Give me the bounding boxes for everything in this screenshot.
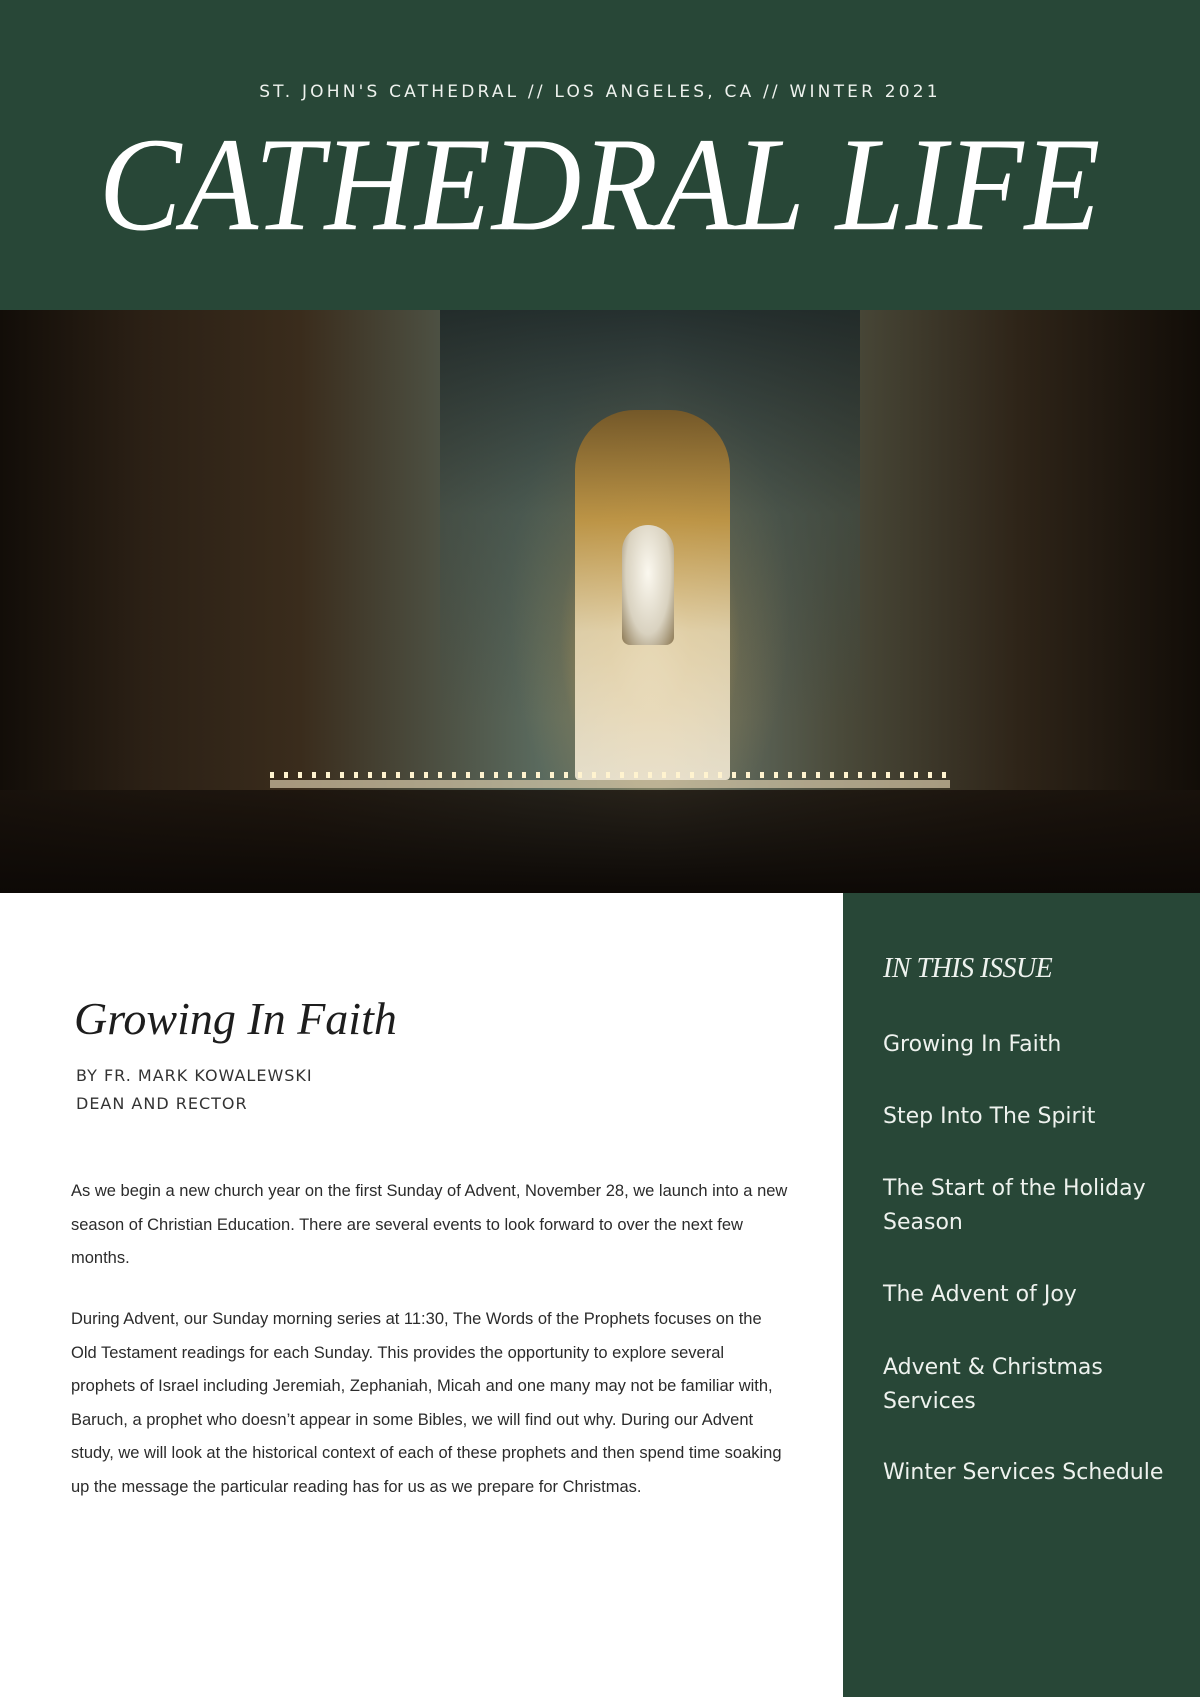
- photo-statue: [622, 525, 674, 645]
- article-author-role: DEAN AND RECTOR: [76, 1094, 248, 1113]
- article-title: Growing In Faith: [74, 993, 397, 1044]
- newsletter-title: CATHEDRAL LIFE: [98, 110, 1102, 259]
- toc-item-advent-christmas-services[interactable]: Advent & Christmas Services: [883, 1355, 1103, 1414]
- toc-item-step-into-the-spirit[interactable]: Step Into The Spirit: [883, 1104, 1096, 1129]
- article-author: BY FR. MARK KOWALEWSKI: [76, 1066, 313, 1085]
- photo-candles: [270, 772, 950, 778]
- masthead: [0, 0, 1200, 310]
- article-paragraph: As we begin a new church year on the first Sunday of Advent, November 28, we launch into a new season of Christian Education. There are several events to look forward to over the next few months.: [71, 1182, 788, 1267]
- article-paragraph: During Advent, our Sunday morning series at 11:30, The Words of the Prophets focuses on the Old Testament readings for each Sunday. This provides the opportunity to explore several prophets of Israel including Jeremiah, Zephaniah, Micah and one many may not be familiar with, Baruch, a prophet who doesn’t appear in some Bibles, we will find out why. During our Advent study, we will look at the historical context of each of these prophets and then spend time soaking up the message the particular reading has for us as we prepare for Christmas.: [71, 1310, 782, 1496]
- toc-item-winter-services-schedule[interactable]: Winter Services Schedule: [883, 1460, 1164, 1485]
- hero-image: [0, 310, 1200, 893]
- toc-heading: IN THIS ISSUE: [883, 953, 1053, 984]
- photo-pews: [0, 790, 1200, 893]
- toc-item-advent-of-joy[interactable]: The Advent of Joy: [883, 1282, 1077, 1307]
- table-of-contents: [843, 893, 1200, 1697]
- toc-item-start-of-holiday-season[interactable]: The Start of the Holiday Season: [883, 1176, 1146, 1235]
- article-byline-block: [76, 1062, 313, 1118]
- masthead-kicker: ST. JOHN'S CATHEDRAL // LOS ANGELES, CA // WINTER 2021: [259, 82, 941, 102]
- photo-altar-rail: [270, 780, 950, 788]
- toc-item-growing-in-faith[interactable]: Growing In Faith: [883, 1032, 1062, 1057]
